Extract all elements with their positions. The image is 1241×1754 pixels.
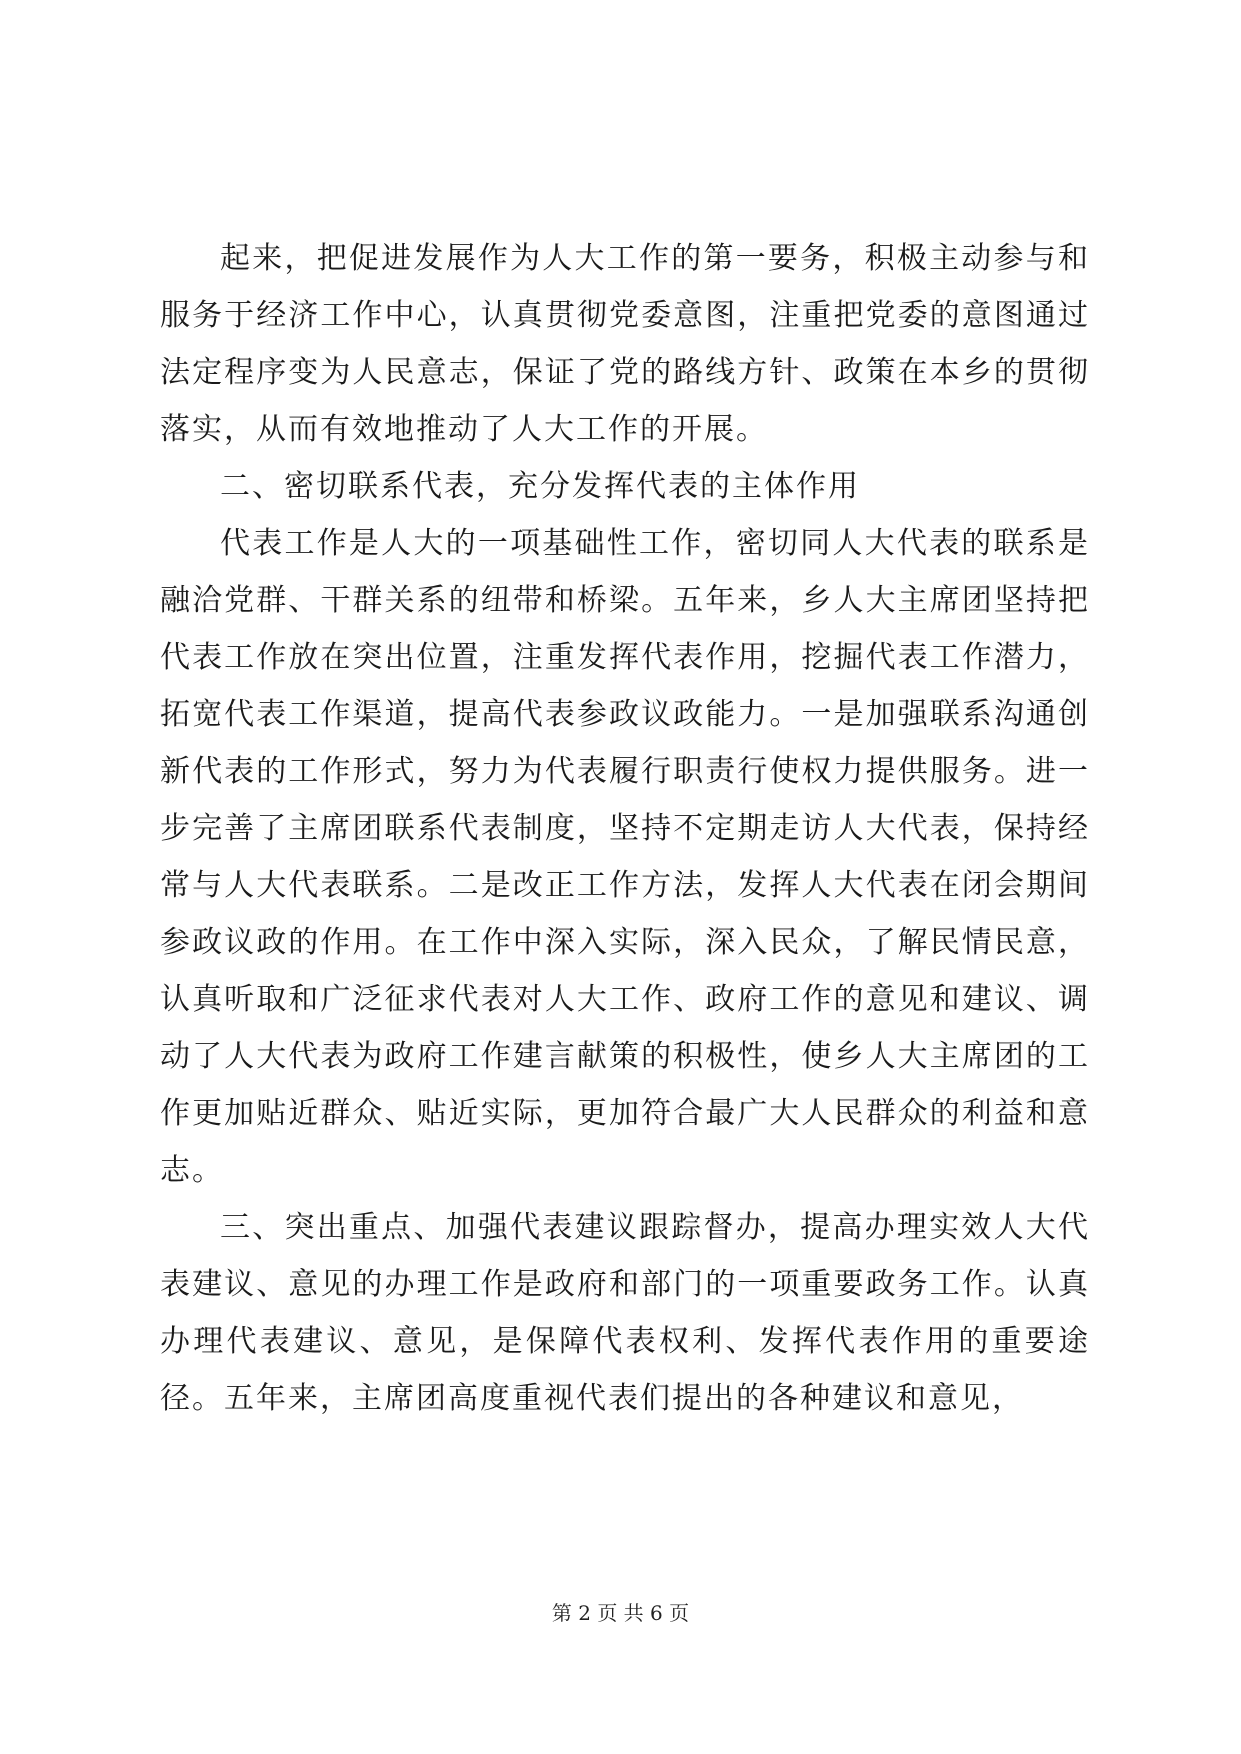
document-body <box>160 230 1090 1427</box>
section-heading-2: 二、密切联系代表，充分发挥代表的主体作用 <box>220 469 860 504</box>
paragraph-section-3: 三、突出重点、加强代表建议跟踪督办，提高办理实效人大代表建议、意见的办理工作是政府和部门的一项重要政务工作。认真办理代表建议、意见，是保障代表权利、发挥代表作用的重要途径。五年来，主席团高度重视代表们提出的各种建议和意见， <box>160 1210 1090 1416</box>
paragraph-continuation: 起来，把促进发展作为人大工作的第一要务，积极主动参与和服务于经济工作中心，认真贯彻党委意图，注重把党委的意图通过法定程序变为人民意志，保证了党的路线方针、政策在本乡的贯彻落实，从而有效地推动了人大工作的开展。 <box>160 241 1090 447</box>
paragraph-representative-work: 代表工作是人大的一项基础性工作，密切同人大代表的联系是融洽党群、干群关系的纽带和桥梁。五年来，乡人大主席团坚持把代表工作放在突出位置，注重发挥代表作用，挖掘代表工作潜力，拓宽代表工作渠道，提高代表参政议政能力。一是加强联系沟通创新代表的工作形式，努力为代表履行职责行使权力提供服务。进一步完善了主席团联系代表制度，坚持不定期走访人大代表，保持经常与人大代表联系。二是改正工作方法，发挥人大代表在闭会期间参政议政的作用。在工作中深入实际，深入民众，了解民情民意，认真听取和广泛征求代表对人大工作、政府工作的意见和建议、调动了人大代表为政府工作建言献策的积极性，使乡人大主席团的工作更加贴近群众、贴近实际，更加符合最广大人民群众的利益和意志。 <box>160 526 1090 1188</box>
page-number-footer: 第 2 页 共 6 页 <box>551 1601 690 1625</box>
